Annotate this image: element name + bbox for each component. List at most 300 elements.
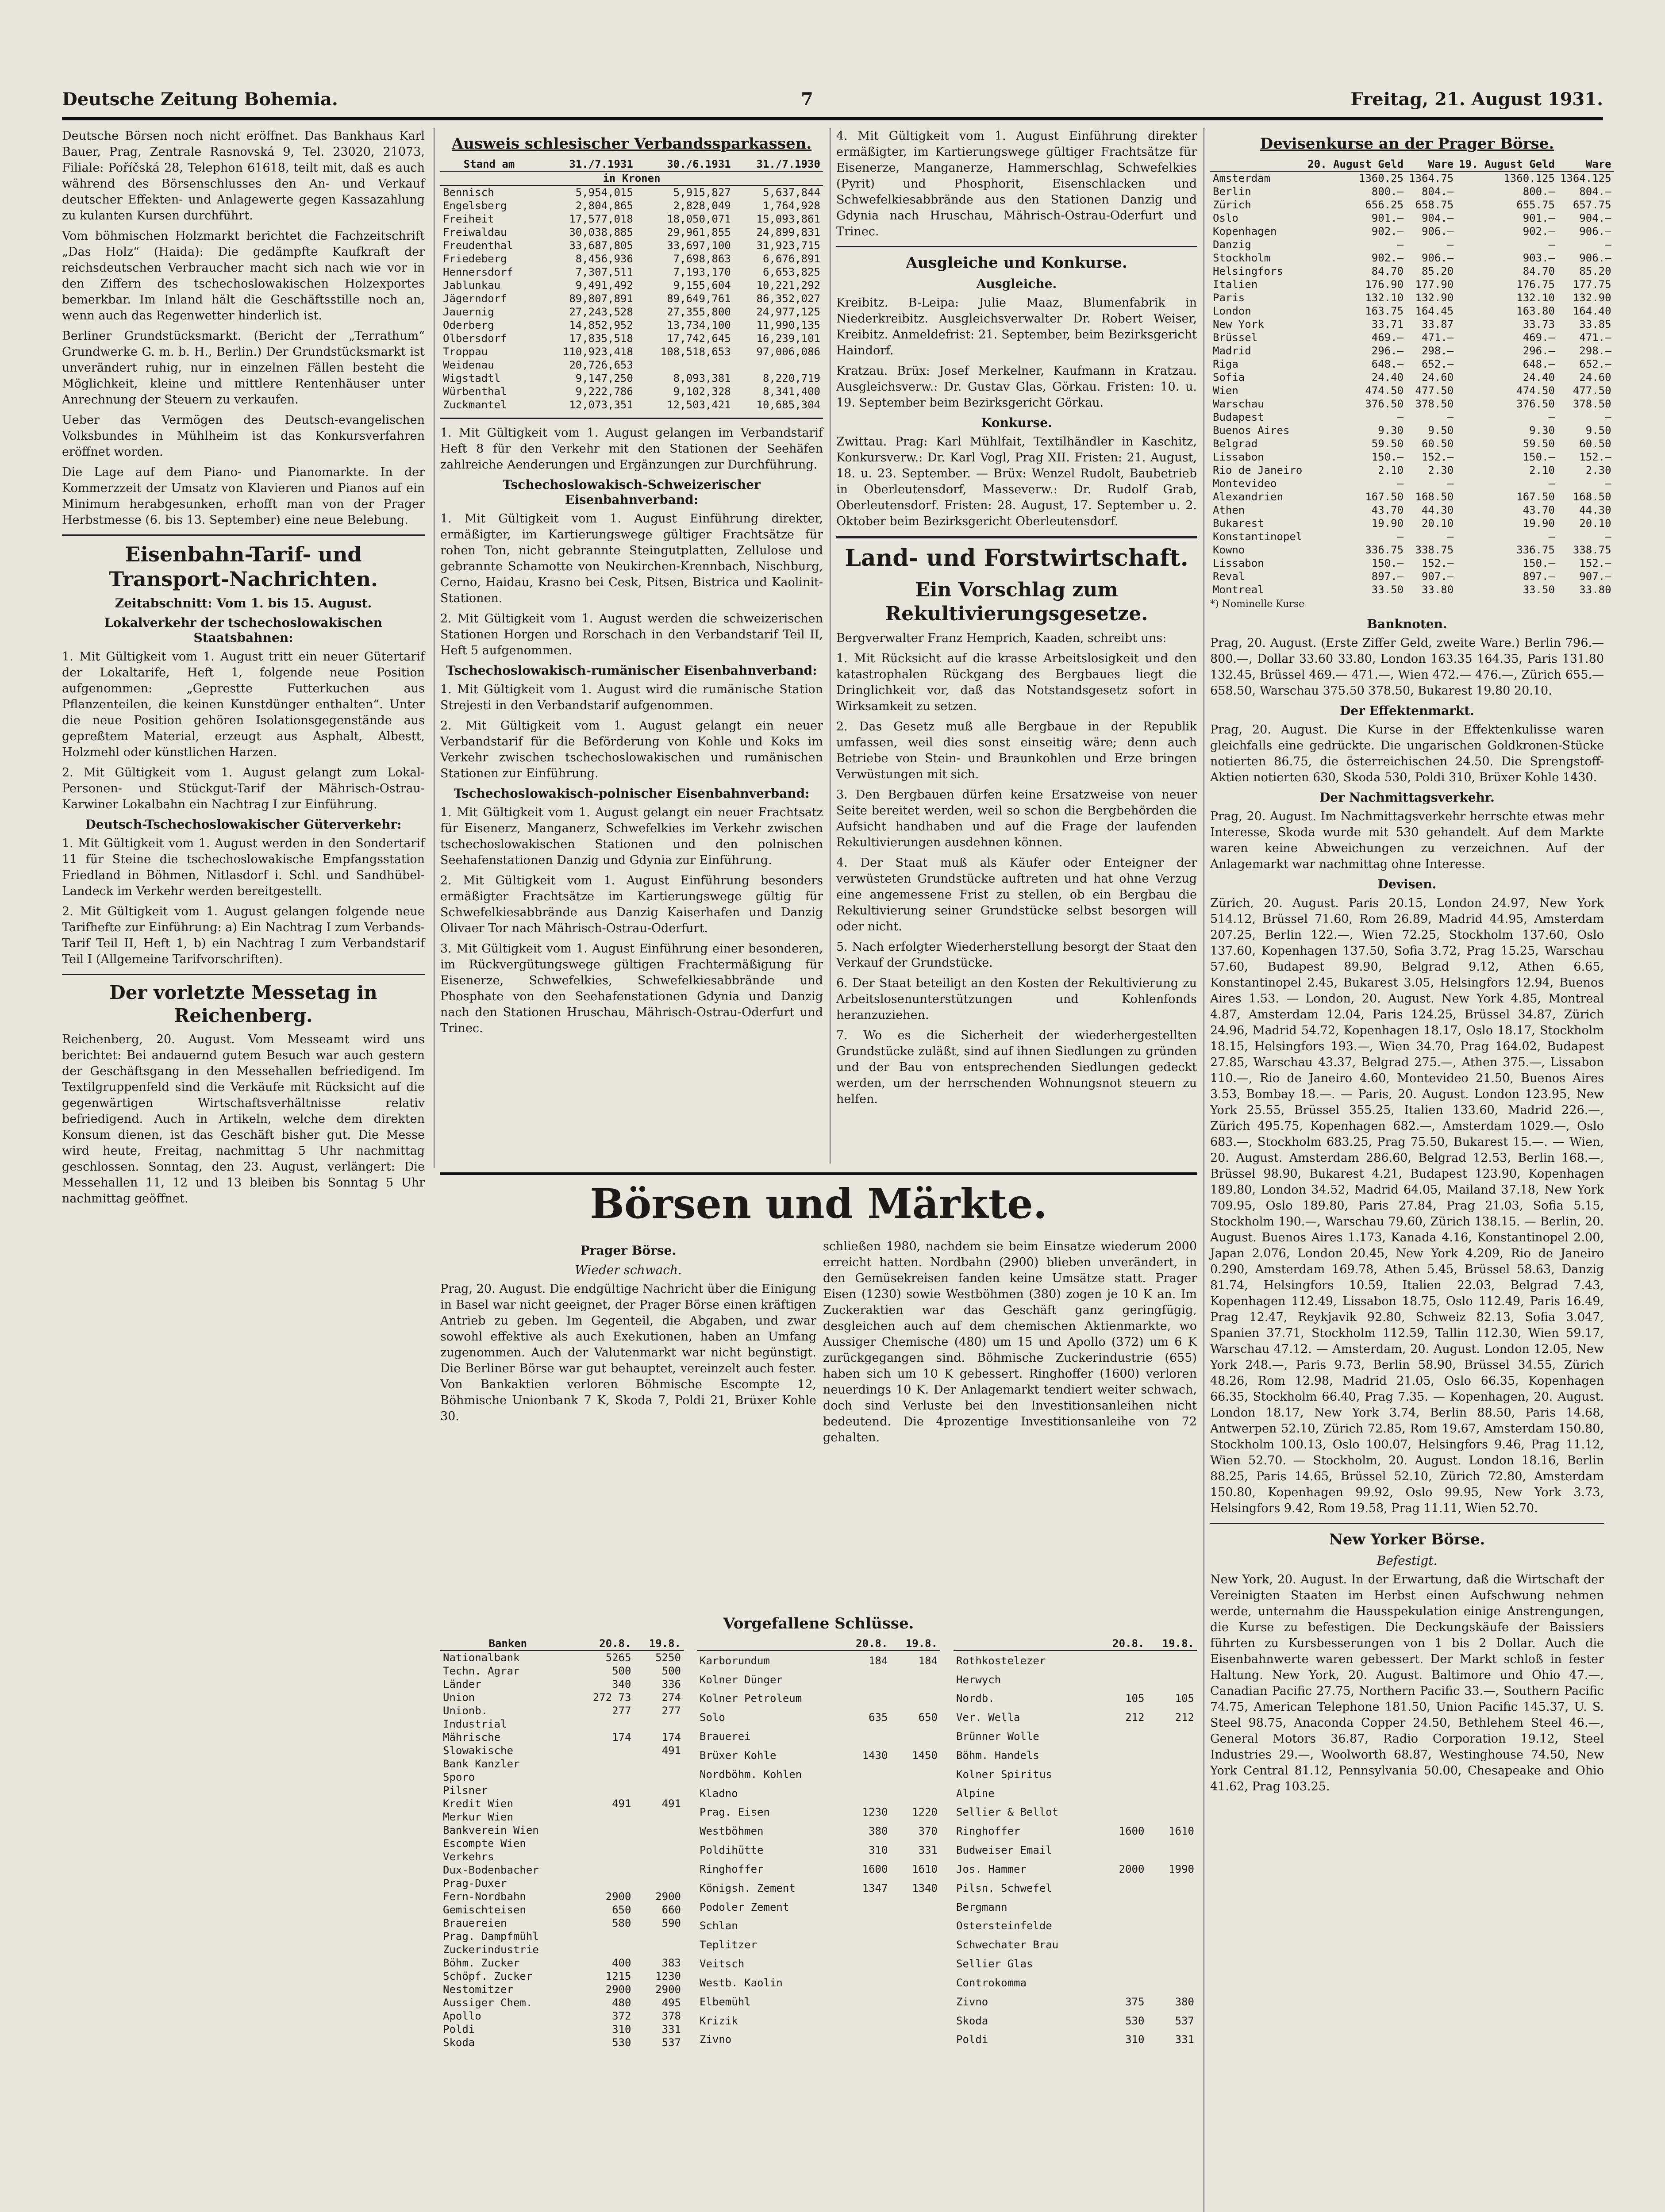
subheading: Tschechoslowakisch-polnischer Eisenbahnverband:: [454, 786, 810, 801]
row-label: Zuckerindustrie: [443, 1943, 539, 1956]
cell-value: [576, 1943, 634, 1956]
paragraph: 4. Mit Gültigkeit vom 1. August Einführung direkter ermäßigter, im Kartierungswege gültiger Frachtsätze für Eisenerze, Manganerze, Hammerschlag, Schwefelkies (Pyrit) und Phosphorit, Eisenschlacken und Schwefelkiesabbrände aus den Stationen Danzig und Gdynia nach Hruschau, Mährisch-Ostrau-Oderfurt und Trinec.: [836, 129, 1197, 238]
table-row: [440, 2009, 684, 2023]
cell-value: 10,221,292: [756, 279, 820, 292]
cell-value: 5250: [655, 1651, 681, 1664]
boersen-col-a: [440, 1239, 816, 1593]
row-label: Freiwaldau: [443, 226, 507, 238]
cell-value: 650: [918, 1711, 938, 1724]
cell-value: 474.50: [1365, 384, 1404, 397]
table-row: [440, 385, 823, 398]
table-row: [1210, 490, 1614, 503]
cell-value: 85.20: [1421, 265, 1454, 277]
row-label: Kopenhagen: [1213, 225, 1277, 238]
cell-value: [634, 1757, 684, 1770]
cell-value: 2.30: [1585, 464, 1611, 476]
row-label: Montreal: [1213, 584, 1264, 596]
cell-value: [1097, 1936, 1147, 1955]
cell-value: 274: [661, 1691, 681, 1704]
cell-value: 1230: [862, 1806, 888, 1819]
row-label: Budweiser Email: [956, 1844, 1052, 1857]
cell-value: 7,698,863: [673, 253, 731, 265]
article-holzmarkt: Vom böhmischen Holzmarkt berichtet die Fachzeitschrift „Das Holz“ (Haida): Die gedämpfte Kaufkraft der reichsdeutschen Verbraucher macht sich nach wie vor in den Ziffern des tschechoslowakischen Holzexportes bemerkbar. Im Inland hält die Geschäftsstille noch an, wenn auch das Regenwetter hinderlich ist.: [62, 229, 425, 323]
cell-value: 8,456,936: [575, 253, 633, 265]
divider: [62, 974, 425, 975]
cell-value: 296.—: [1371, 345, 1404, 357]
cell-value: —: [1447, 530, 1454, 543]
table-header: 30./6.1931: [636, 157, 734, 171]
subheading-banknoten: Banknoten.: [1367, 617, 1447, 631]
table-row: [697, 1651, 940, 1670]
row-label: Kolner Dünger: [700, 1673, 783, 1686]
table-row: [440, 265, 823, 279]
cell-value: 530: [1125, 2014, 1145, 2027]
row-label: Alexandrien: [1213, 491, 1283, 503]
cell-value: 132.10: [1365, 292, 1404, 304]
cell-value: 17,577,018: [569, 213, 633, 225]
cell-value: [634, 1863, 684, 1877]
cell-value: 904.—: [1579, 212, 1611, 224]
cell-value: 650: [612, 1904, 631, 1916]
table-row: [1210, 265, 1614, 278]
table-row: [1210, 517, 1614, 530]
cell-value: [890, 1955, 940, 1974]
cell-value: [1147, 1803, 1197, 1822]
row-label: Riga: [1213, 358, 1238, 370]
row-label: Ringhoffer: [956, 1825, 1020, 1838]
table-header: 20.8.: [1097, 1637, 1147, 1651]
cell-value: [576, 1810, 634, 1824]
table-header: Ware: [1406, 157, 1456, 171]
sparkassen-table: [440, 157, 823, 411]
cell-value: 89,807,891: [569, 292, 633, 305]
table-row: [440, 1704, 684, 1717]
subheading-gueterverkehr: Deutsch-Tschechoslowakischer Güterverkehr:: [85, 817, 402, 832]
row-label: Herwych: [956, 1673, 1001, 1686]
article-messetag: Reichenberg, 20. August. Vom Messeamt wird uns berichtet: Bei andauernd gutem Besuch war auch gestern der Geschäftsgang in den Messehallen befriedigend. Im Textilgruppenfeld sind die Verkäufe mit Rücksicht auf die gegenwärtigen Wirtschaftsverhältnisse relativ befriedigend. Auch in Artikeln, welche dem direkten Konsum dienen, ist das Geschäft bisher gut. Die Messe wird heute, Freitag, nachmittag 5 Uhr nachmittag geschlossen. Sonntag, den 23. August, verlängert: Die Messehallen 11, 12 und 13 bleiben bis Sonntag 5 Uhr nachmittag geöffnet.: [62, 1033, 425, 1206]
table-row: [1210, 318, 1614, 331]
cell-value: [841, 1897, 891, 1916]
row-label: Konstantinopel: [1213, 530, 1303, 543]
table-row: [440, 1691, 684, 1704]
table-row: [954, 1765, 1197, 1784]
table-row: [954, 1670, 1197, 1689]
row-label: Sellier & Bellot: [956, 1806, 1059, 1819]
table-row: [440, 2023, 684, 2036]
row-label: Elbemühl: [700, 1995, 751, 2008]
paragraph: 4. Der Staat muß als Käufer oder Enteigner der verwüsteten Grundstücke auftreten und hat ohne Verzug eine angemessene Frist zu stellen, ob ein Bergbau die Rekultivierung seiner Grundstücke selbst besorgen will oder nicht.: [836, 856, 1197, 933]
table-row: [440, 1784, 684, 1797]
row-label: Kolner Petroleum: [700, 1692, 802, 1705]
cell-value: 59.50: [1523, 438, 1555, 450]
row-label: Schwechater Brau: [956, 1939, 1059, 1951]
row-label: Sporo: [443, 1771, 475, 1783]
table-header: 19. August Geld: [1456, 157, 1557, 171]
cell-value: [734, 358, 823, 372]
cell-value: —: [1605, 530, 1611, 543]
table-row: [1210, 171, 1614, 185]
row-label: Verkehrs: [443, 1851, 494, 1863]
cell-value: [1147, 1916, 1197, 1936]
cell-value: [841, 1974, 891, 1993]
cell-value: 648.—: [1523, 358, 1555, 370]
table-row: [1210, 251, 1614, 265]
cell-value: 2,804,865: [575, 200, 633, 212]
cell-value: 906.—: [1579, 252, 1611, 264]
row-label: Zivno: [956, 1995, 988, 2008]
cell-value: 310: [869, 1844, 888, 1857]
cell-value: 167.50: [1365, 491, 1404, 503]
cell-value: [1147, 1784, 1197, 1803]
section-heading-eisenbahn: Eisenbahn-Tarif- und Transport-Nachrichten.: [108, 542, 378, 591]
table-row: [440, 1956, 684, 1970]
paragraph: Prag, 20. August. Im Nachmittagsverkehr herrschte etwas mehr Interesse, Skoda wurde mit 530 gehandelt. Auf dem Markte waren keine Abweichungen zu verzeichnen. Auf der Anlagemarkt war nachmittag ohne Interesse.: [1210, 810, 1604, 871]
table-row: [697, 1860, 940, 1879]
row-label: Länder: [443, 1678, 481, 1690]
cell-value: [1097, 1916, 1147, 1936]
table-row: [440, 1664, 684, 1678]
subheading: Tschechoslowakisch-Schweizerischer Eisenbahnverband:: [503, 477, 761, 507]
table-row: [697, 1670, 940, 1689]
cell-value: 132.10: [1516, 292, 1555, 304]
table-header: [697, 1637, 841, 1651]
cell-value: 176.75: [1516, 278, 1555, 291]
cell-value: 635: [869, 1711, 888, 1724]
row-label: Ostersteinfelde: [956, 1920, 1052, 1932]
cell-value: 11,990,135: [756, 319, 820, 331]
table-row: [1210, 198, 1614, 211]
table-row: [1210, 331, 1614, 344]
row-label: Poldihütte: [700, 1844, 764, 1857]
cell-value: [634, 1943, 684, 1956]
cell-value: 16,239,101: [756, 332, 820, 345]
cell-value: 33.50: [1523, 584, 1555, 596]
paragraph: schließen 1980, nachdem sie beim Einsatze wiederum 2000 erreicht hatten. Nordbahn (2900) blieben unverändert, in den Gemüsekreisen fanden keine Umsätze statt. Prager Eisen (1230) sowie Westböhmen (380) zogen je 10 K an. Im Zuckeraktien war das Geschäft ganz geringfügig, desgleichen auch auf dem chemischen Aktienmarkte, wo Aussiger Chemische (480) um 15 und Apollo (372) um 6 K zurückgegangen sind. Böhmische Zuckerindustrie (655) haben sich um 10 K gebessert. Ringhoffer (1600) verloren neuerdings 10 K. Der Anlagemarkt tendiert weiter schwach, doch sind Verluste bei den Investitionsanleihen nicht bedeutend. Die 4prozentige Investitionsanleihe von 72 gehalten.: [823, 1240, 1197, 1444]
cell-value: 660: [661, 1904, 681, 1916]
table-row: [440, 1731, 684, 1744]
row-label: Helsingfors: [1213, 265, 1283, 277]
cell-value: [890, 1974, 940, 1993]
row-label: Apollo: [443, 2010, 481, 2022]
table-row: [1210, 397, 1614, 411]
row-label: Kladno: [700, 1787, 738, 1800]
table-row: [697, 1708, 940, 1727]
table-row: [440, 345, 823, 358]
cell-value: [1097, 1841, 1147, 1860]
paragraph: Kratzau. Brüx: Josef Merkelner, Kaufmann in Kratzau. Ausgleichsverw.: Dr. Gustav Glas, Görkau. Fristen: 10. u. 19. September beim Bezirksgericht Görkau.: [836, 364, 1197, 410]
cell-value: [841, 1765, 891, 1784]
row-label: Troppau: [443, 346, 488, 358]
table-row: [440, 372, 823, 385]
table-row: [440, 1797, 684, 1810]
cell-value: 1600: [1119, 1825, 1145, 1838]
cell-value: 1230: [655, 1970, 681, 1982]
cell-value: 658.75: [1415, 199, 1454, 211]
table-row: [1210, 291, 1614, 304]
row-label: Gemischteisen: [443, 1904, 526, 1916]
cell-value: 9.30: [1378, 424, 1404, 437]
cell-value: 656.25: [1365, 199, 1404, 211]
cell-value: 20.10: [1579, 517, 1611, 530]
cell-value: 580: [612, 1917, 631, 1929]
cell-value: —: [1605, 411, 1611, 423]
row-label: Budapest: [1213, 411, 1264, 423]
paragraph: 7. Wo es die Sicherheit der wiederhergestellten Grundstücke zuläßt, sind auf ihnen Siedlungen zu gründen und der Bau von entsprechenden Siedlungen gedeckt werden, um der herrschenden Wohnungsnot steuern zu helfen.: [836, 1029, 1197, 1106]
table-row: [440, 1877, 684, 1890]
row-label: Veitsch: [700, 1958, 745, 1970]
row-label: Wien: [1213, 384, 1238, 397]
cell-value: 655.75: [1516, 199, 1555, 211]
table-row: [1210, 570, 1614, 583]
cell-value: 1430: [862, 1749, 888, 1762]
cell-value: 132.90: [1573, 292, 1611, 304]
cell-value: 272 73: [592, 1691, 631, 1704]
table-unit: in Kronen: [440, 171, 823, 185]
row-label: Bank Kanzler: [443, 1758, 520, 1770]
cell-value: [576, 1837, 634, 1850]
cell-value: 906.—: [1421, 225, 1454, 238]
cell-value: [634, 1850, 684, 1863]
cell-value: 132.90: [1415, 292, 1454, 304]
row-label: Stockholm: [1213, 252, 1271, 264]
cell-value: 24.60: [1421, 371, 1454, 384]
row-label: Rio de Janeiro: [1213, 464, 1303, 476]
cell-value: 1220: [912, 1806, 938, 1819]
cell-value: [634, 1810, 684, 1824]
cell-value: 60.50: [1421, 438, 1454, 450]
table-header: 19.8.: [634, 1637, 684, 1651]
row-label: Friedeberg: [443, 253, 507, 265]
cell-value: 906.—: [1579, 225, 1611, 238]
table-row: [697, 1746, 940, 1765]
row-label: Bukarest: [1213, 517, 1264, 530]
cell-value: —: [1548, 411, 1555, 423]
cell-value: [576, 1717, 634, 1731]
cell-value: 491: [661, 1797, 681, 1810]
cell-value: 902.—: [1371, 252, 1404, 264]
cell-value: 19.90: [1371, 517, 1404, 530]
cell-value: 383: [661, 1957, 681, 1969]
cell-value: 376.50: [1365, 398, 1404, 410]
cell-value: 33.87: [1421, 318, 1454, 330]
closures-block: [440, 1610, 1197, 2208]
row-label: Mährische: [443, 1731, 501, 1743]
cell-value: 9,491,492: [575, 279, 633, 292]
cell-value: [1097, 1784, 1147, 1803]
cell-value: 89,649,761: [667, 292, 731, 305]
cell-value: 296.—: [1523, 345, 1555, 357]
row-label: Bennisch: [443, 186, 494, 199]
cell-value: —: [1447, 411, 1454, 423]
paragraph: New York, 20. August. In der Erwartung, daß die Wirtschaft der Vereinigten Staaten im Herbst einen Aufschwung nehmen werde, unternahm die Hausspekulation einige Anstrengungen, die Kurse zu befestigen. Die Deckungskäufe der Baissiers führten zu Kursbesserungen von 1 bis 2 Dollar. Auch die Eisenbahnwerte waren gebessert. Der Markt schloß in fester Haltung. New York, 20. August. Baltimore und Ohio 47.—, Canadian Pacific 27.75, Northern Pacific 33.—, Southern Pacific 74.75, American Telephone 181.50, Union Pacific 145.37, U. S. Steel 98.75, Anaconda Copper 24.50, Bethlehem Steel 46.—, General Motors 36.87, Radio Corporation 19.12, Steel Industries 29.—, Woolworth 68.87, Westinghouse 74.50, New York Central 81.12, Pennsylvania 50.00, Chesapeake and Ohio 41.62, Prag 103.25.: [1210, 1573, 1604, 1793]
paragraph: 2. Mit Gültigkeit vom 1. August Einführung besonders ermäßigter Frachtsätze im Kartierungswege gültig für Schwefelkiesabbrände aus Danzig Kaiserhafen und Danzig Olivaer Tor nach Mährisch-Ostrau-Oderfurt.: [440, 874, 823, 935]
cell-value: 9.50: [1585, 424, 1611, 437]
table-row: [954, 1803, 1197, 1822]
row-label: Merkur Wien: [443, 1811, 513, 1823]
table-row: [440, 239, 823, 252]
cell-value: 33.71: [1371, 318, 1404, 330]
row-label: Oslo: [1213, 212, 1238, 224]
cell-value: [576, 1877, 634, 1890]
cell-value: 9.50: [1428, 424, 1454, 437]
table-row: [954, 1727, 1197, 1746]
cell-value: 17,835,518: [569, 332, 633, 345]
subheading-trend: Wieder schwach.: [575, 1263, 682, 1277]
cell-value: 537: [1175, 2014, 1194, 2027]
table-row: [440, 199, 823, 212]
cell-value: 14,852,952: [569, 319, 633, 331]
row-label: Alpine: [956, 1787, 995, 1800]
table-row: [1210, 530, 1614, 543]
row-label: Böhm. Zucker: [443, 1957, 520, 1969]
subheading-zeitabschnitt: Zeitabschnitt: Vom 1. bis 15. August.: [115, 596, 372, 611]
row-label: Jägerndorf: [443, 292, 507, 305]
cell-value: 13,734,100: [667, 319, 731, 331]
table-row: [440, 1770, 684, 1784]
column-3: [836, 128, 1197, 1164]
row-label: Lissabon: [1213, 451, 1264, 463]
cell-value: 9,102,328: [673, 385, 731, 398]
cell-value: 471.—: [1421, 331, 1454, 344]
cell-value: [890, 1689, 940, 1708]
cell-value: 800.—: [1371, 185, 1404, 198]
row-label: Brüssel: [1213, 331, 1258, 344]
table-row: [440, 1850, 684, 1863]
table-header: Stand am: [440, 157, 538, 171]
cell-value: —: [1548, 530, 1555, 543]
cell-value: [841, 1936, 891, 1955]
table-row: [1210, 557, 1614, 570]
cell-value: [576, 1850, 634, 1863]
table-row: [954, 1689, 1197, 1708]
table-row: [440, 1890, 684, 1903]
table-row: [440, 1837, 684, 1850]
cell-value: 1450: [912, 1749, 938, 1762]
boersen-col-b: [823, 1239, 1197, 1593]
row-label: Amsterdam: [1213, 172, 1271, 184]
cell-value: [890, 1670, 940, 1689]
cell-value: [841, 2011, 891, 2030]
table-row: [697, 2030, 940, 2049]
paragraph: Prag, 20. August. Die endgültige Nachricht über die Einigung in Basel war nicht geeignet, der Prager Börse einen kräftigen Antrieb zu geben. Im Gegenteil, die Abgaben, und zwar sowohl effektive als auch Exekutionen, haben an Umfang zugenommen. Auch der Valutenmarkt war nicht begünstigt. Die Berliner Börse war gut behauptet, vereinzelt auch fester. Von Bankaktien verloren Böhmische Escompte 12, Böhmische Unionbank 7 K, Skoda 7, Poldi 21, Brüxer Kohle 30.: [440, 1282, 816, 1423]
cell-value: 338.75: [1415, 544, 1454, 556]
cell-value: [890, 1936, 940, 1955]
cell-value: 150.—: [1371, 557, 1404, 569]
cell-value: 5265: [605, 1651, 631, 1664]
paragraph: 1. Mit Gültigkeit vom 1. August Einführung direkter, ermäßigter, im Kartierungswege gültiger Frachtsätze für rohen Ton, nicht gebrannte Steingutplatten, Zellulose und gebrannte Schamotte von Neukirchen-Krennbach, Nischburg, Cerno, Haidau, Krasno bei Cesk, Pitsen, Bistrica und Kaolinit-Stationen.: [440, 512, 823, 605]
table-row: [440, 1996, 684, 2009]
cell-value: —: [1397, 238, 1404, 251]
column-4: [1210, 128, 1611, 2212]
cell-value: 378.50: [1415, 398, 1454, 410]
row-label: Westböhmen: [700, 1825, 764, 1838]
table-row: [440, 1824, 684, 1837]
cell-value: 336: [661, 1678, 681, 1690]
paragraph: 2. Mit Gültigkeit vom 1. August werden die schweizerischen Stationen Horgen und Rorschach in den Verbandstarif Teil II, Heft 5 aufgenommen.: [440, 612, 823, 657]
cell-value: [890, 1765, 940, 1784]
row-label: Schöpf. Zucker: [443, 1970, 533, 1982]
row-label: Solo: [700, 1711, 725, 1724]
table-row: [697, 1878, 940, 1897]
cell-value: [841, 1670, 891, 1689]
table-row: [954, 1936, 1197, 1955]
table-row: [954, 1897, 1197, 1916]
paragraph: 2. Mit Gültigkeit vom 1. August gelangt zum Lokal-Personen- und Stückgut-Tarif der Mährisch-Ostrau-Karwiner Lokalbahn ein Nachtrag I zur Einführung.: [62, 766, 425, 811]
cell-value: [576, 1784, 634, 1797]
cell-value: 212: [1125, 1711, 1145, 1724]
row-label: Nordböhm. Kohlen: [700, 1768, 802, 1781]
table-row: [954, 1822, 1197, 1841]
row-label: Westb. Kaolin: [700, 1976, 783, 1989]
paragraph: 1. Mit Gültigkeit vom 1. August werden in den Sondertarif 11 für Steine die tschechoslowakische Empfangsstation Friedland in Böhmen, Nitlasdorf i. Schl. und Sandhübel-Landeck im Verkehr werden bereitgestellt.: [62, 837, 425, 898]
table-row: [1210, 371, 1614, 384]
cell-value: 105: [1175, 1692, 1194, 1705]
row-label: Slowakische: [443, 1744, 513, 1757]
divider: [836, 536, 1197, 538]
cell-value: 10,685,304: [756, 399, 820, 411]
closures-table-b: [697, 1637, 940, 2049]
cell-value: 110,923,418: [562, 346, 633, 358]
column-1: [62, 128, 425, 2212]
cell-value: 2900: [655, 1890, 681, 1903]
cell-value: 648.—: [1371, 358, 1404, 370]
cell-value: [636, 358, 734, 372]
cell-value: 277: [612, 1705, 631, 1717]
table-row: [697, 1916, 940, 1936]
row-label: Controkomma: [956, 1976, 1027, 1989]
table-row: [440, 1916, 684, 1930]
row-label: Ver. Wella: [956, 1711, 1020, 1724]
table-row: [697, 1765, 940, 1784]
cell-value: [1097, 1746, 1147, 1765]
row-label: Brauereien: [443, 1917, 507, 1929]
cell-value: 176.90: [1365, 278, 1404, 291]
table-row: [697, 1955, 940, 1974]
cell-value: [1097, 1765, 1147, 1784]
cell-value: 164.40: [1573, 305, 1611, 317]
cell-value: 298.—: [1579, 345, 1611, 357]
cell-value: 163.75: [1365, 305, 1404, 317]
row-label: Poldi: [443, 2023, 475, 2035]
row-label: Poldi: [956, 2033, 988, 2046]
subheading: Konkurse.: [981, 415, 1052, 430]
cell-value: 84.70: [1371, 265, 1404, 277]
article-title-rekultivierung: Ein Vorschlag zum Rekultivierungsgesetze.: [885, 579, 1148, 625]
paragraph: 5. Nach erfolgter Wiederherstellung besorgt der Staat den Verkauf der Grundstücke.: [836, 940, 1197, 970]
table-row: [1210, 185, 1614, 198]
cell-value: [890, 2011, 940, 2030]
cell-value: 1360.125: [1503, 172, 1555, 184]
table-row: [697, 1936, 940, 1955]
table-row: [954, 1860, 1197, 1879]
cell-value: 471.—: [1579, 331, 1611, 344]
cell-value: 174: [612, 1731, 631, 1743]
cell-value: [576, 1757, 634, 1770]
table-row: [440, 358, 823, 372]
table-row: [440, 332, 823, 345]
table-row: [1210, 238, 1614, 251]
row-label: Skoda: [443, 2036, 475, 2049]
table-row: [440, 1717, 684, 1731]
cell-value: 8,093,381: [673, 372, 731, 384]
cell-value: [841, 1689, 891, 1708]
table-header: 20. August Geld: [1305, 157, 1406, 171]
cell-value: 340: [612, 1678, 631, 1690]
cell-value: —: [1447, 477, 1454, 490]
cell-value: 33.80: [1579, 584, 1611, 596]
table-row: [1210, 278, 1614, 291]
cell-value: —: [1548, 238, 1555, 251]
